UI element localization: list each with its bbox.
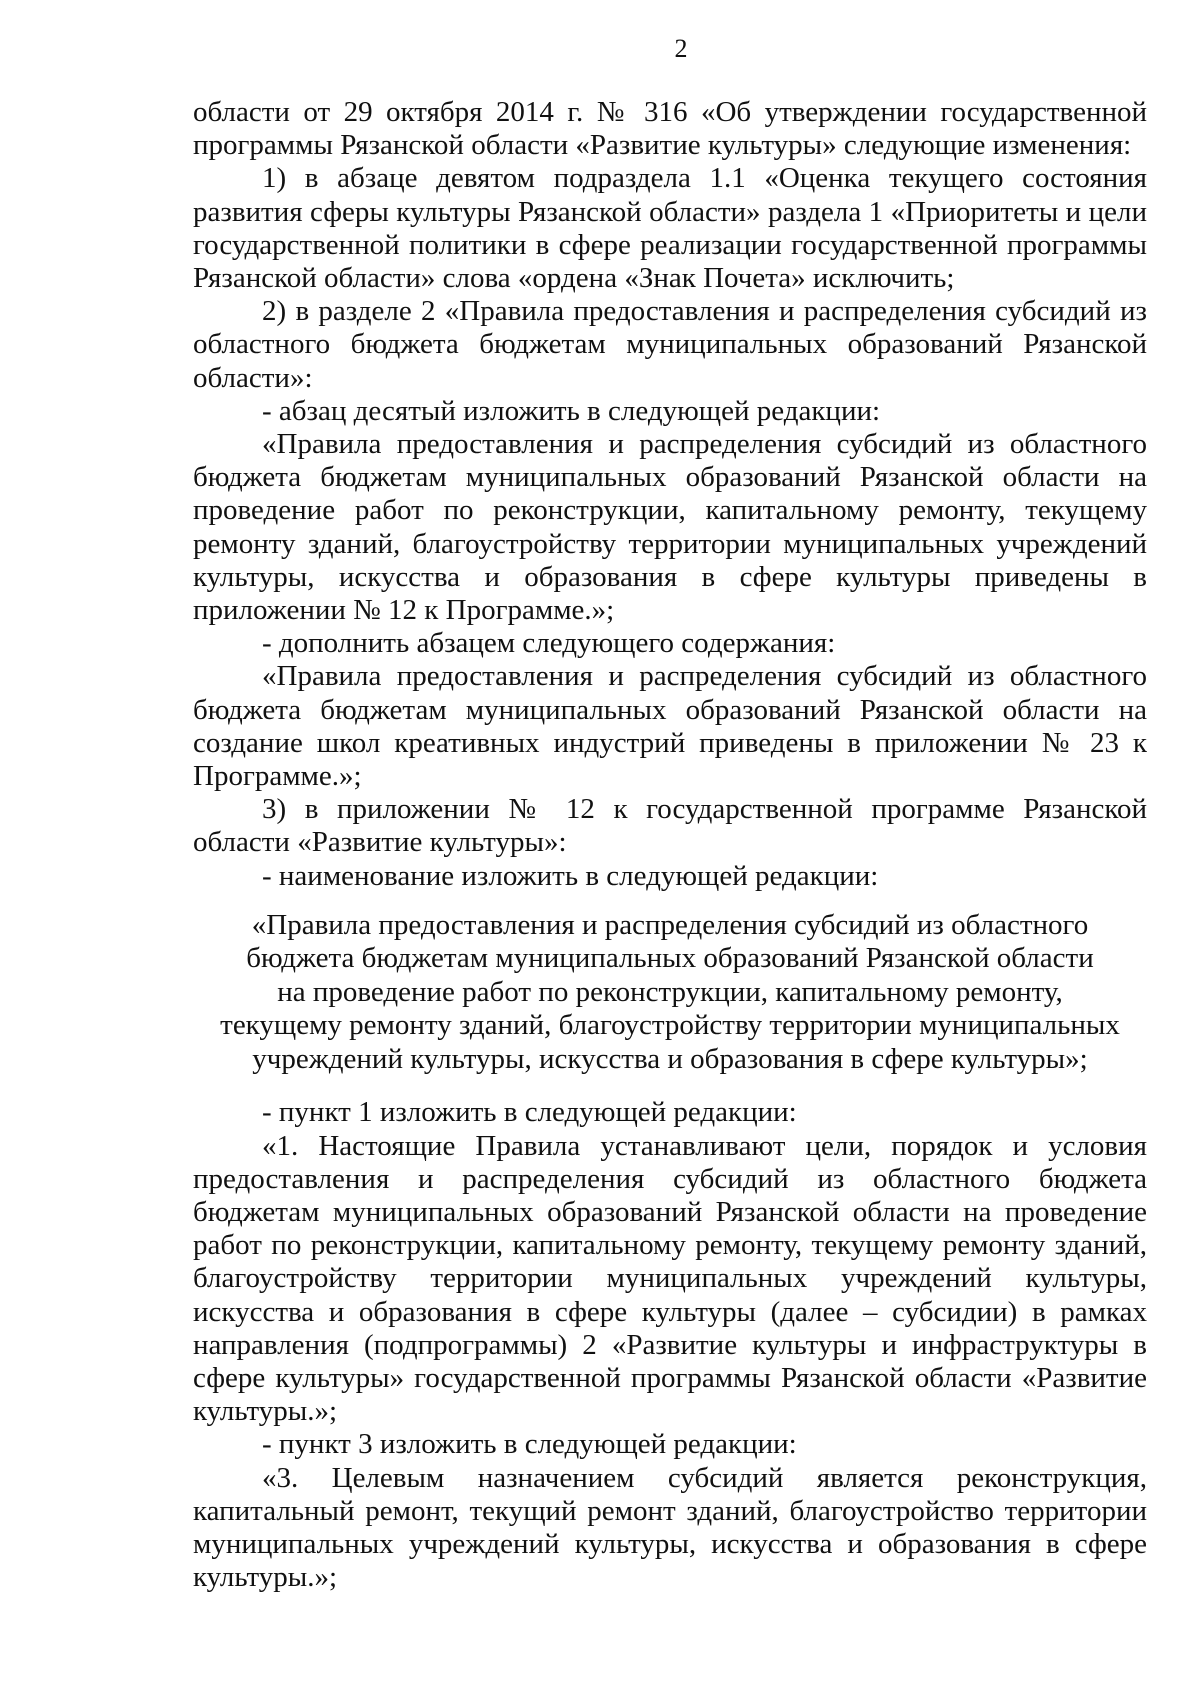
paragraph-name-change: - наименование изложить в следующей редакции: — [262, 859, 879, 892]
centered-title-line: бюджета бюджетам муниципальных образований Рязанской области — [246, 942, 1094, 975]
centered-title-line: «Правила предоставления и распределения субсидий из областного — [251, 908, 1089, 941]
paragraph-punkt-1-heading: - пункт 1 изложить в следующей редакции: — [262, 1096, 797, 1129]
centered-title — [193, 909, 1147, 1077]
paragraph-abzac-10: - абзац десятый изложить в следующей редакции: — [262, 394, 881, 427]
paragraph-intro: области от 29 октября 2014 г. № 316 «Об утверждении государственной программы Рязанской области «Развитие культуры» следующие изменения: — [193, 96, 1147, 162]
paragraph-add-abzac: - дополнить абзацем следующего содержания: — [262, 627, 836, 660]
page-number: 2 — [674, 34, 688, 63]
paragraph-punkt-3-heading: - пункт 3 изложить в следующей редакции: — [262, 1428, 797, 1461]
paragraph-punkt-1-text: «1. Настоящие Правила устанавливают цели, порядок и условия предоставления и распределения субсидий из областного бюджета бюджетам муниципальных образований Рязанской области на проведение работ по реконструкции, капитальному ремонту, текущему ремонту зданий, благоустройству территории муниципальных учреждений культуры, искусства и образования в сфере культуры (далее – субсидии) в рамках направления (подпрограммы) 2 «Развитие культуры и инфраструктуры в сфере культуры» государственной программы Рязанской области «Развитие культуры.»; — [193, 1129, 1147, 1428]
centered-title-line: на проведение работ по реконструкции, капитальному ремонту, — [277, 975, 1063, 1008]
centered-title-line: учреждений культуры, искусства и образования в сфере культуры»; — [252, 1042, 1088, 1075]
paragraph-quote-rules-12: «Правила предоставления и распределения субсидий из областного бюджета бюджетам муниципальных образований Рязанской области на проведение работ по реконструкции, капитальному ремонту, текущему ремонту зданий, благоустройству территории муниципальных учреждений культуры, искусства и образования в сфере культуры приведены в приложении № 12 к Программе.»; — [193, 428, 1147, 627]
paragraph-item-3: 3) в приложении № 12 к государственной программе Рязанской области «Развитие культуры»: — [193, 793, 1147, 859]
paragraph-punkt-3-text: «3. Целевым назначением субсидий является реконструкция, капитальный ремонт, текущий ремонт зданий, благоустройство территории муниципальных учреждений культуры, искусства и образования в сфере культуры.»; — [193, 1461, 1147, 1594]
paragraph-quote-rules-23: «Правила предоставления и распределения субсидий из областного бюджета бюджетам муниципальных образований Рязанской области на создание школ креативных индустрий приведены в приложении № 23 к Программе.»; — [193, 660, 1147, 793]
document-body — [193, 96, 1147, 1594]
paragraph-item-2: 2) в разделе 2 «Правила предоставления и распределения субсидий из областного бюджета бюджетам муниципальных образований Рязанской области»: — [193, 295, 1147, 394]
paragraph-item-1: 1) в абзаце девятом подраздела 1.1 «Оценка текущего состояния развития сферы культуры Рязанской области» раздела 1 «Приоритеты и цели государственной политики в сфере реализации государственной программы Рязанской области» слова «ордена «Знак Почета» исключить; — [193, 162, 1147, 295]
centered-title-line: текущему ремонту зданий, благоустройству территории муниципальных — [220, 1009, 1120, 1042]
